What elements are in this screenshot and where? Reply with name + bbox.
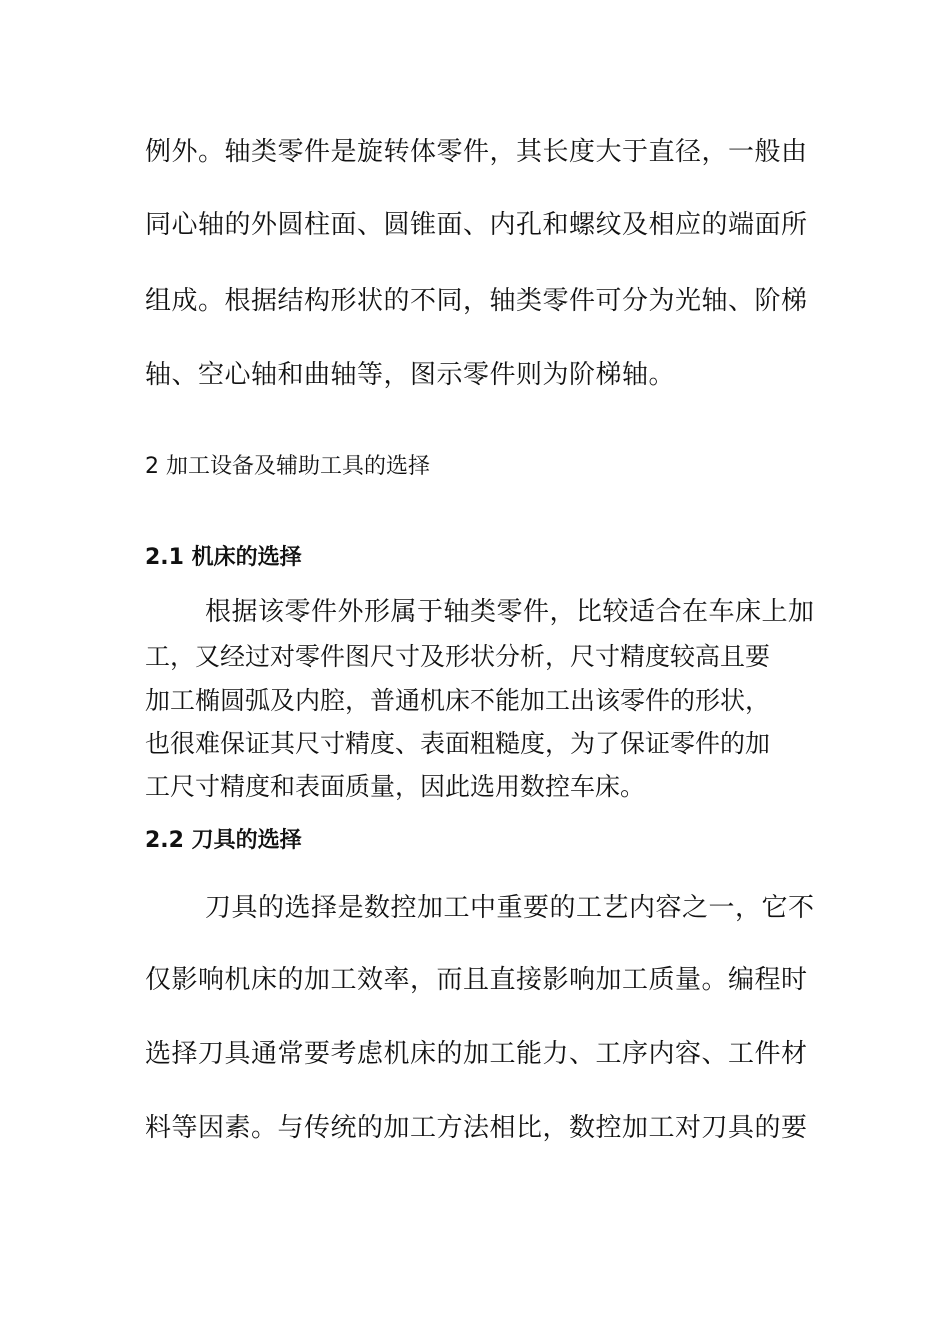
section-2-1-line-3: 加工椭圆弧及内腔，普通机床不能加工出该零件的形状， — [145, 686, 771, 715]
section-2-2-line-2: 仅影响机床的加工效率，而且直接影响加工质量。编程时 — [145, 965, 808, 995]
section-2-2-line-4: 料等因素。与传统的加工方法相比，数控加工对刀具的要 — [145, 1113, 808, 1143]
section-2-2-line-3: 选择刀具通常要考虑机床的加工能力、工序内容、工件材 — [145, 1039, 808, 1069]
section-2-1-line-4: 也很难保证其尺寸精度、表面粗糙度，为了保证零件的加 — [145, 729, 771, 758]
section-2-1-line-5: 工尺寸精度和表面质量，因此选用数控车床。 — [145, 772, 646, 801]
intro-line-3: 组成。根据结构形状的不同，轴类零件可分为光轴、阶梯 — [145, 286, 808, 316]
section-2-2-line-1: 刀具的选择是数控加工中重要的工艺内容之一，它不 — [205, 893, 815, 923]
section-2-2-heading: 2.2 刀具的选择 — [145, 828, 302, 853]
intro-line-1: 例外。轴类零件是旋转体零件，其长度大于直径，一般由 — [145, 137, 808, 167]
intro-line-4: 轴、空心轴和曲轴等，图示零件则为阶梯轴。 — [145, 360, 676, 390]
section-2-1-line-2: 工，又经过对零件图尺寸及形状分析，尺寸精度较高且要 — [145, 642, 771, 671]
section-2-1-heading: 2.1 机床的选择 — [145, 545, 302, 570]
section-2-heading: 2 加工设备及辅助工具的选择 — [145, 454, 430, 479]
section-2-1-line-1: 根据该零件外形属于轴类零件，比较适合在车床上加 — [205, 597, 815, 627]
intro-line-2: 同心轴的外圆柱面、圆锥面、内孔和螺纹及相应的端面所 — [145, 210, 808, 240]
